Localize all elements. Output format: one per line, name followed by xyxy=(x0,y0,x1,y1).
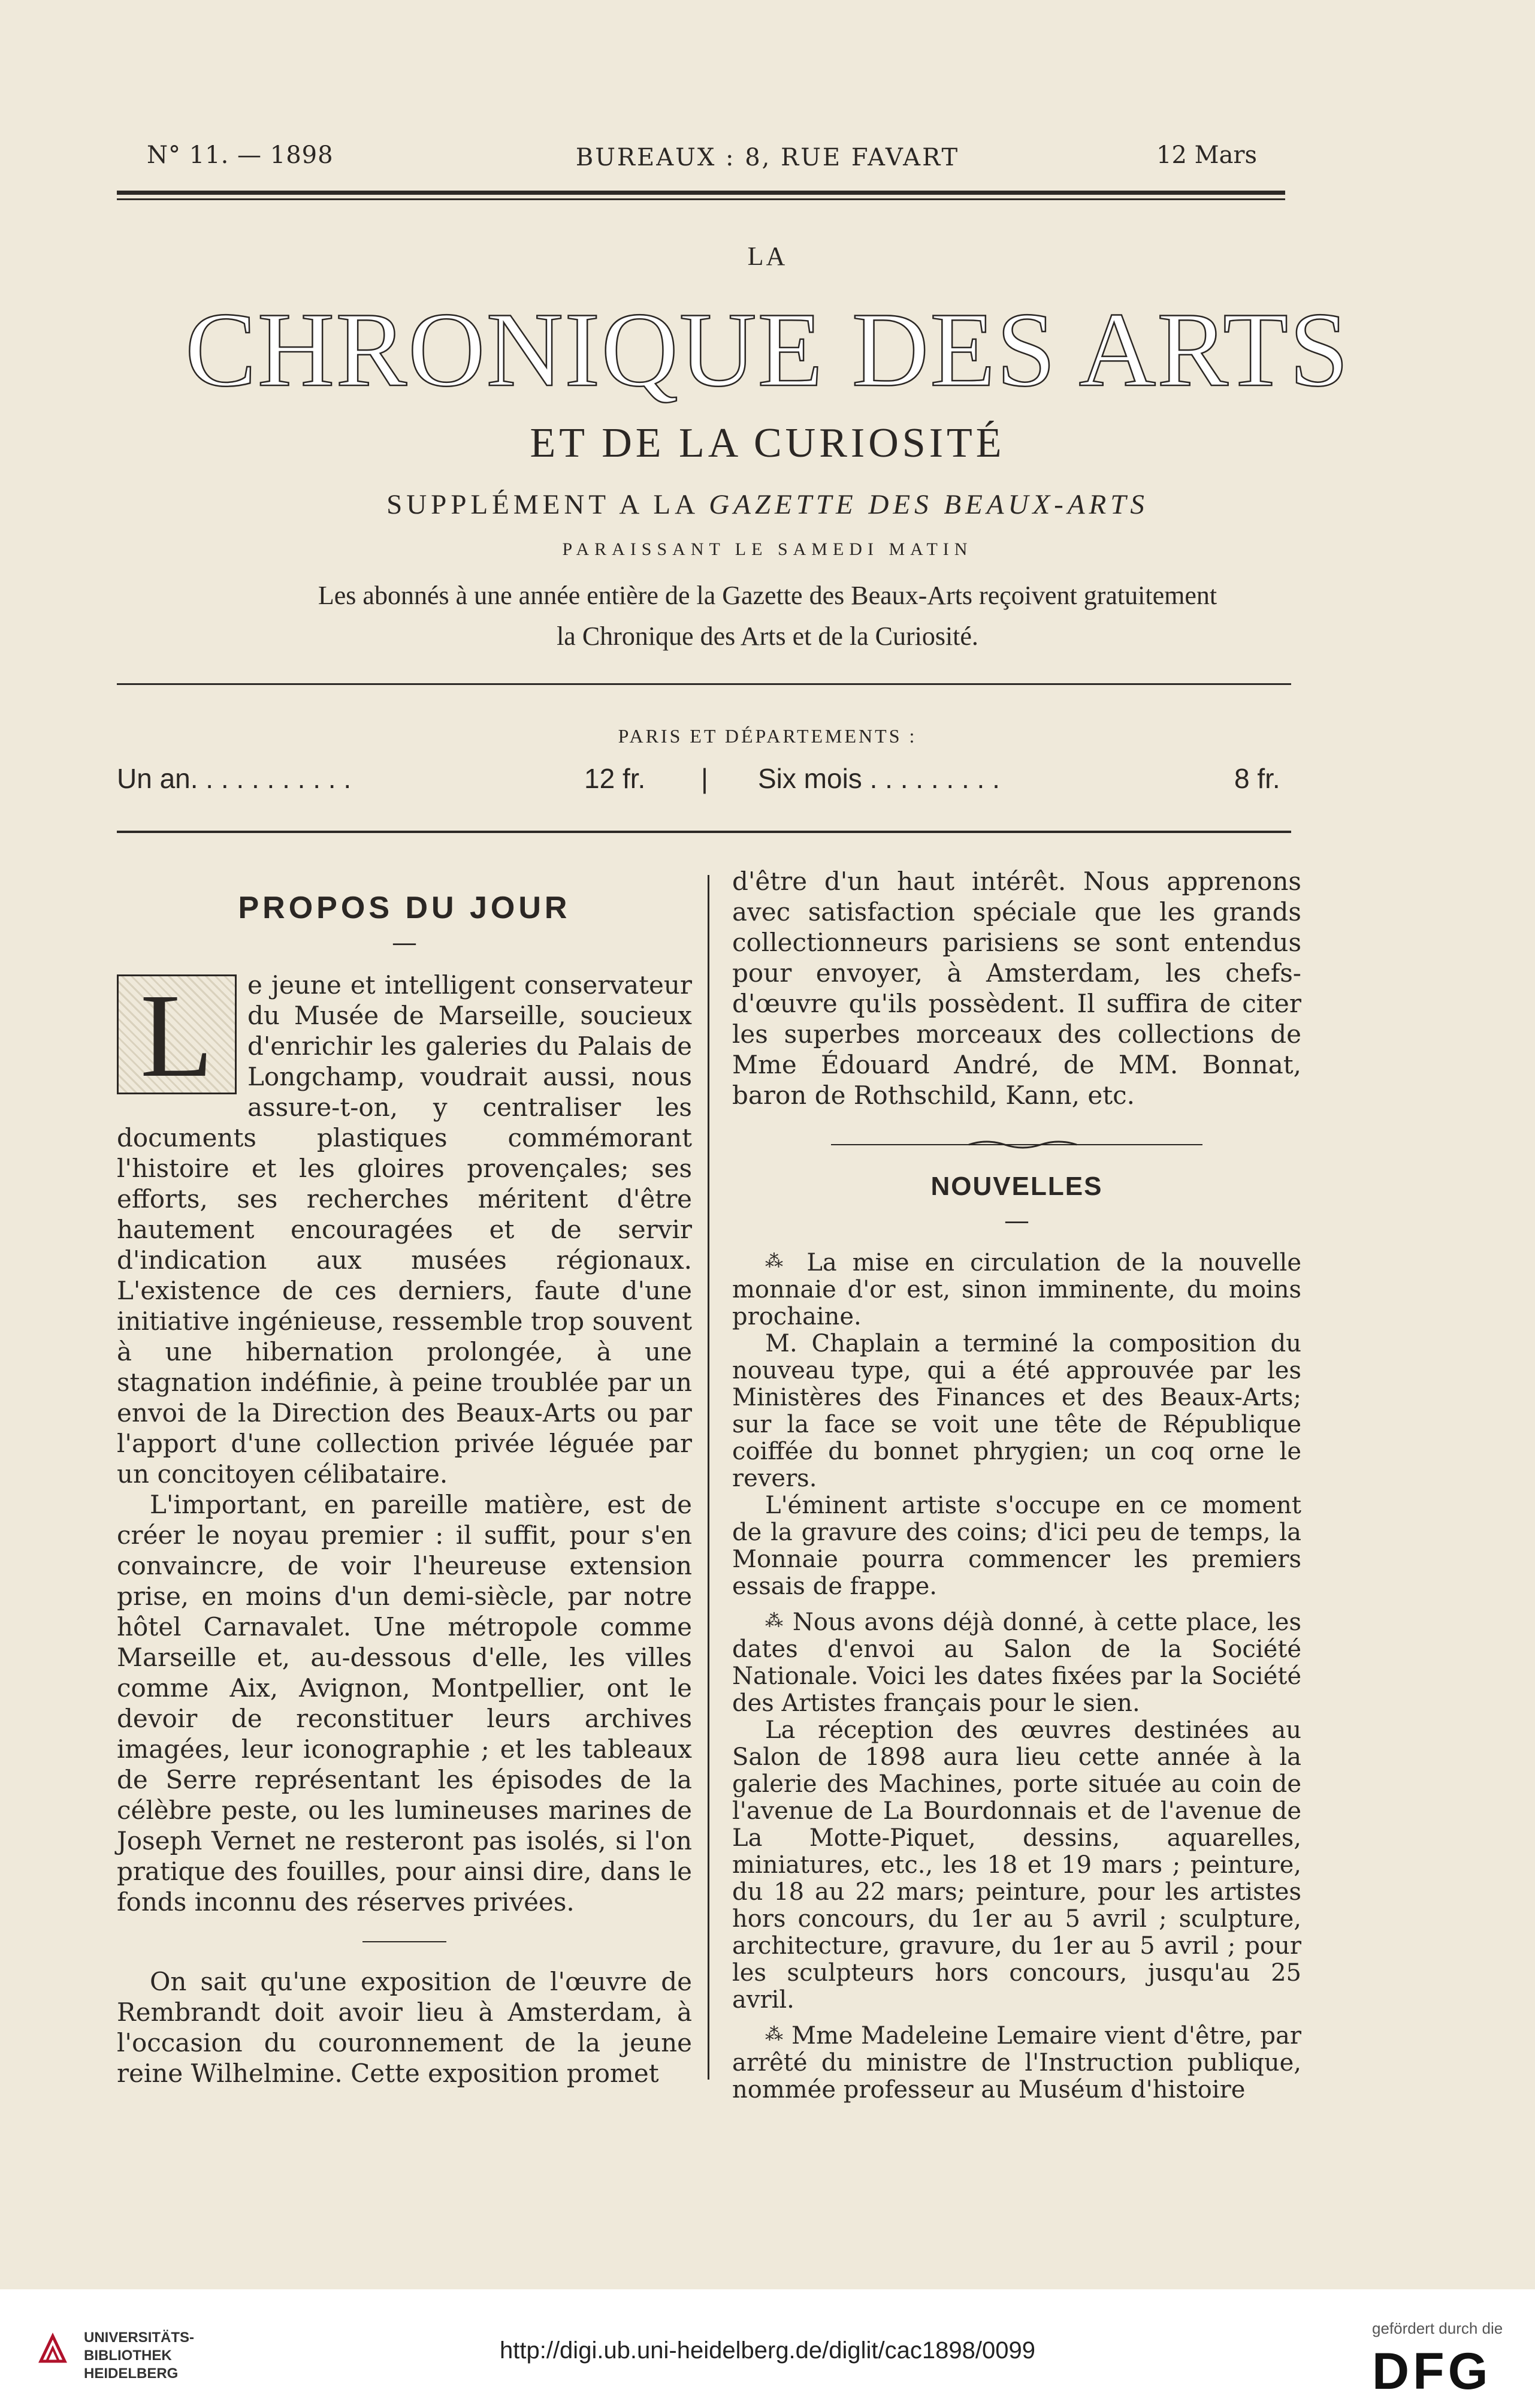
uni-line-2: BIBLIOTHEK xyxy=(84,2347,172,2364)
nouvelles-heading: NOUVELLES xyxy=(930,1172,1103,1201)
nouvelles-item-1-text: La mise en circulation de la nouvelle monnaie d'or est, sinon imminente, du moins prochaine. xyxy=(732,1249,1302,1330)
six-months-label: Six mois . . . . . . . . . xyxy=(758,763,1000,794)
ornamental-dropcap: L xyxy=(117,974,237,1094)
subscription-heading: PARIS ET DÉPARTEMENTS : xyxy=(618,725,917,747)
left-column xyxy=(117,866,692,2089)
masthead-abonnes-line2: la Chronique des Arts et de la Curiosité. xyxy=(557,621,978,651)
issue-date: 12 Mars xyxy=(1156,141,1258,169)
column-divider xyxy=(708,875,709,2080)
masthead-title: CHRONIQUE DES ARTS xyxy=(185,290,1350,409)
nouvelles-item-2 xyxy=(732,1607,1301,1717)
bureaux-address: BUREAUX : 8, RUE FAVART xyxy=(575,144,960,171)
header-rule-thick xyxy=(117,191,1285,195)
supplement-gazette: GAZETTE DES BEAUX-ARTS xyxy=(709,489,1149,520)
subscription-rule-bottom xyxy=(117,831,1291,833)
nouvelles-item-3-text: Mme Madeleine Lemaire vient d'être, par arrêté du ministre de l'Instruction publique, nommée professeur au Muséum d'histoire xyxy=(732,2022,1302,2104)
header-rule-thin xyxy=(117,198,1285,200)
source-url-link[interactable]: http://digi.ub.uni-heidelberg.de/diglit/cac1898/0099 xyxy=(500,2337,1035,2364)
supplement-prefix: SUPPLÉMENT A LA xyxy=(386,489,709,520)
section-separator xyxy=(362,1941,446,1942)
price-separator: | xyxy=(701,763,708,794)
masthead-subtitle: ET DE LA CURIOSITÉ xyxy=(530,420,1005,466)
year-label: Un an. . . . . . . . . . . xyxy=(117,763,352,794)
funding-note: gefördert durch die xyxy=(1372,2319,1503,2337)
asterism-icon: ⁂ xyxy=(765,1610,784,1631)
masthead-paraissant: PARAISSANT LE SAMEDI MATIN xyxy=(562,539,973,559)
issue-number: N° 11. — 1898 xyxy=(147,141,334,169)
masthead-article: LA xyxy=(747,242,788,271)
uni-line-1: UNIVERSITÄTS- xyxy=(84,2329,195,2346)
uni-line-3: HEIDELBERG xyxy=(84,2365,179,2382)
propos-p3-continued: d'être d'un haut intérêt. Nous apprenons avec satisfaction spéciale que les grands collectionneurs parisiens se sont entendus pour envoyer, à Amsterdam, les chefs-d'œuvre qu'ils possèdent. Il suffira de citer les superbes morceaux des collections de Mme Édouard André, de MM. Bonnat, baron de Rothschild, Kann, etc. xyxy=(732,867,1301,1110)
propos-first-paragraph xyxy=(117,970,692,1489)
nouvelles-item-2-text: Nous avons déjà donné, à cette place, les dates d'envoi au Salon de la Société Nationale. Voici les dates fixées par la Société des Artistes français pour le sien. xyxy=(732,1609,1301,1717)
asterism-icon: ⁂ xyxy=(765,1251,791,1272)
nouvelles-item-3 xyxy=(732,2021,1301,2104)
nouvelles-item-1b: M. Chaplain a terminé la composition du nouveau type, qui a été approuvée par les Ministères des Finances et des Beaux-Arts; sur la face se voit une tête de République coiffée du bonnet phrygien; un coq orne le revers. xyxy=(732,1330,1301,1492)
propos-heading: PROPOS DU JOUR xyxy=(238,891,571,925)
masthead-abonnes-line1: Les abonnés à une année entière de la Gazette des Beaux-Arts reçoivent gratuitement xyxy=(318,581,1217,610)
dfg-logo: DFG xyxy=(1372,2343,1492,2400)
nouvelles-item-1 xyxy=(732,1248,1301,1330)
nouvelles-dash: — xyxy=(1004,1206,1029,1235)
ornament-divider xyxy=(732,1128,1301,1159)
nouvelles-item-1c: L'éminent artiste s'occupe en ce moment de la gravure des coins; d'ici peu de temps, la Monnaie pourra commencer les premiers essais de frappe. xyxy=(732,1492,1301,1600)
propos-p1: e jeune et intelligent conservateur du Musée de Marseille, soucieux d'enrichir les galeries du Palais de Longchamp, voudrait aussi, nous assure-t-on, y centraliser les documents plastiques commémorant l'histoire et les gloires provençales; ses efforts, ses recherches méritent d'être hautement encouragées et de servir d'indication aux musées régionaux. L'existence de ces derniers, faute d'une initiative ingénieuse, ressemble trop souvent à une hibernation prolongée, à une stagnation indéfinie, à peine troublée par un envoi de la Direction des Beaux-Arts ou par l'apport d'une collection privée léguée par un concitoyen célibataire. xyxy=(117,970,692,1489)
subscription-prices xyxy=(117,762,1291,798)
six-months-price: 8 fr. xyxy=(1234,763,1280,794)
right-column xyxy=(732,866,1301,2104)
propos-p3: On sait qu'une exposition de l'œuvre de Rembrandt doit avoir lieu à Amsterdam, à l'occasion du couronnement de la jeune reine Wilhelmine. Cette exposition promet xyxy=(117,1967,692,2088)
year-price: 12 fr. xyxy=(584,763,646,794)
propos-p2: L'important, en pareille matière, est de créer le noyau premier : il suffit, pour s'en convaincre, de voir l'heureuse extension prise, en moins d'un demi-siècle, par notre hôtel Carnavalet. Une métropole comme Marseille et, au-dessous d'elle, les villes comme Aix, Avignon, Montpellier, ont le devoir de reconstituer leurs archives imagées, leur iconographie ; et les tableaux de Serre représentant les épisodes de la célèbre peste, ou les lumineuses marines de Joseph Vernet ne resteront pas isolés, si l'on pratique des fouilles, pour ainsi dire, dans le fonds inconnu des réserves privées. xyxy=(117,1490,692,1917)
asterism-icon: ⁂ xyxy=(765,2024,784,2045)
subscription-rule-top xyxy=(117,683,1291,685)
masthead-supplement xyxy=(0,488,1535,521)
nouvelles-item-2b: La réception des œuvres destinées au Salon de 1898 aura lieu cette année à la galerie des Machines, porte située au coin de l'avenue de La Bourdonnais et de l'avenue de La Motte-Piquet, dessins, aquarelles, miniatures, etc., les 18 et 19 mars ; peinture, du 18 au 22 mars; peinture, pour les artistes hors concours, du 1er au 5 avril ; sculpture, architecture, gravure, du 1er au 5 avril ; pour les sculpteurs hors concours, jusqu'au 25 avril. xyxy=(732,1716,1301,2014)
propos-dash: — xyxy=(392,928,417,957)
ornament-icon xyxy=(831,1139,1202,1151)
digitization-footer xyxy=(0,2289,1535,2408)
